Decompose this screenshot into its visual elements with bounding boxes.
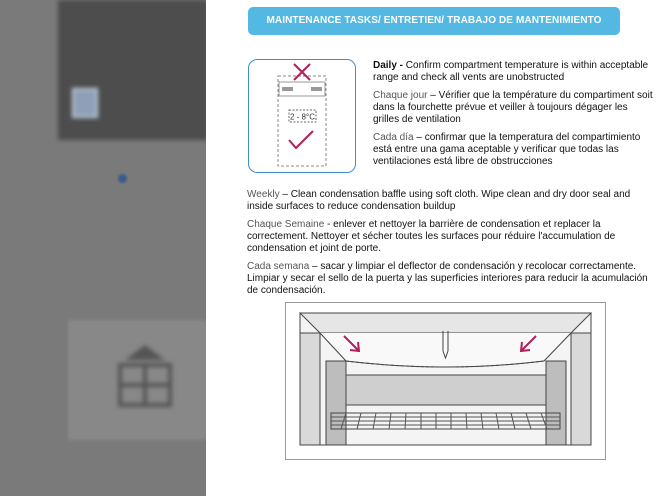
fridge-check-icon [249, 60, 354, 171]
daily-label-es: Cada día [373, 132, 414, 143]
fridge-interior-illustration [286, 303, 605, 459]
weekly-label-es: Cada semana [247, 261, 310, 272]
daily-fridge-icon [248, 59, 356, 173]
temperature-range-label: 2 - 8°C [290, 112, 315, 122]
daily-body-es: – confirmar que la temperatura del compartimiento está entre una gama aceptable y verificar que todas las ventilaciones está libre de obstrucciones [373, 132, 641, 168]
daily-body-en: Confirm compartment temperature is within acceptable range and check all vents are unobstructed [373, 60, 649, 84]
weekly-text-en [247, 189, 657, 213]
weekly-body-es: – sacar y limpiar el deflector de condensación y recolocar correctamente. Limpiar y secar el sello de la puerta y las superficies interiores para reducir la acumulación de condensación. [247, 261, 648, 297]
weekly-label-fr: Chaque Semaine [247, 219, 325, 230]
condensation-baffle-diagram [285, 302, 606, 460]
daily-body-fr: – Vérifier que la température du compartiment soit dans la fourchette prévue et veiller à toujours dégager les grilles de ventilation [373, 90, 653, 126]
background-thumbnail [72, 88, 98, 118]
daily-text-fr [373, 90, 653, 127]
maintenance-banner: MAINTENANCE TASKS/ ENTRETIEN/ TRABAJO DE MANTENIMIENTO [248, 7, 620, 35]
daily-text-en [373, 60, 653, 84]
weekly-body-fr: - enlever et nettoyer la barrière de condensation et replacer la correctement. Nettoyer et sécher toutes les surfaces pour réduire l'accumulation de condensation et joint de porte. [247, 219, 616, 255]
weekly-label-en: Weekly [247, 189, 280, 200]
maintenance-panel [206, 0, 671, 496]
daily-label-fr: Chaque jour [373, 90, 428, 101]
weekly-body-en: – Clean condensation baffle using soft cloth. Wipe clean and dry door seal and inside surfaces to reduce condensation buildup [247, 189, 631, 213]
weekly-text-es [247, 261, 657, 298]
weekly-text-fr [247, 219, 657, 256]
daily-text-es [373, 132, 653, 169]
background-radio-icon [118, 174, 127, 183]
background-hero-image [58, 0, 208, 140]
background-rack-icon [110, 340, 180, 420]
daily-label-en: Daily - [373, 60, 404, 71]
